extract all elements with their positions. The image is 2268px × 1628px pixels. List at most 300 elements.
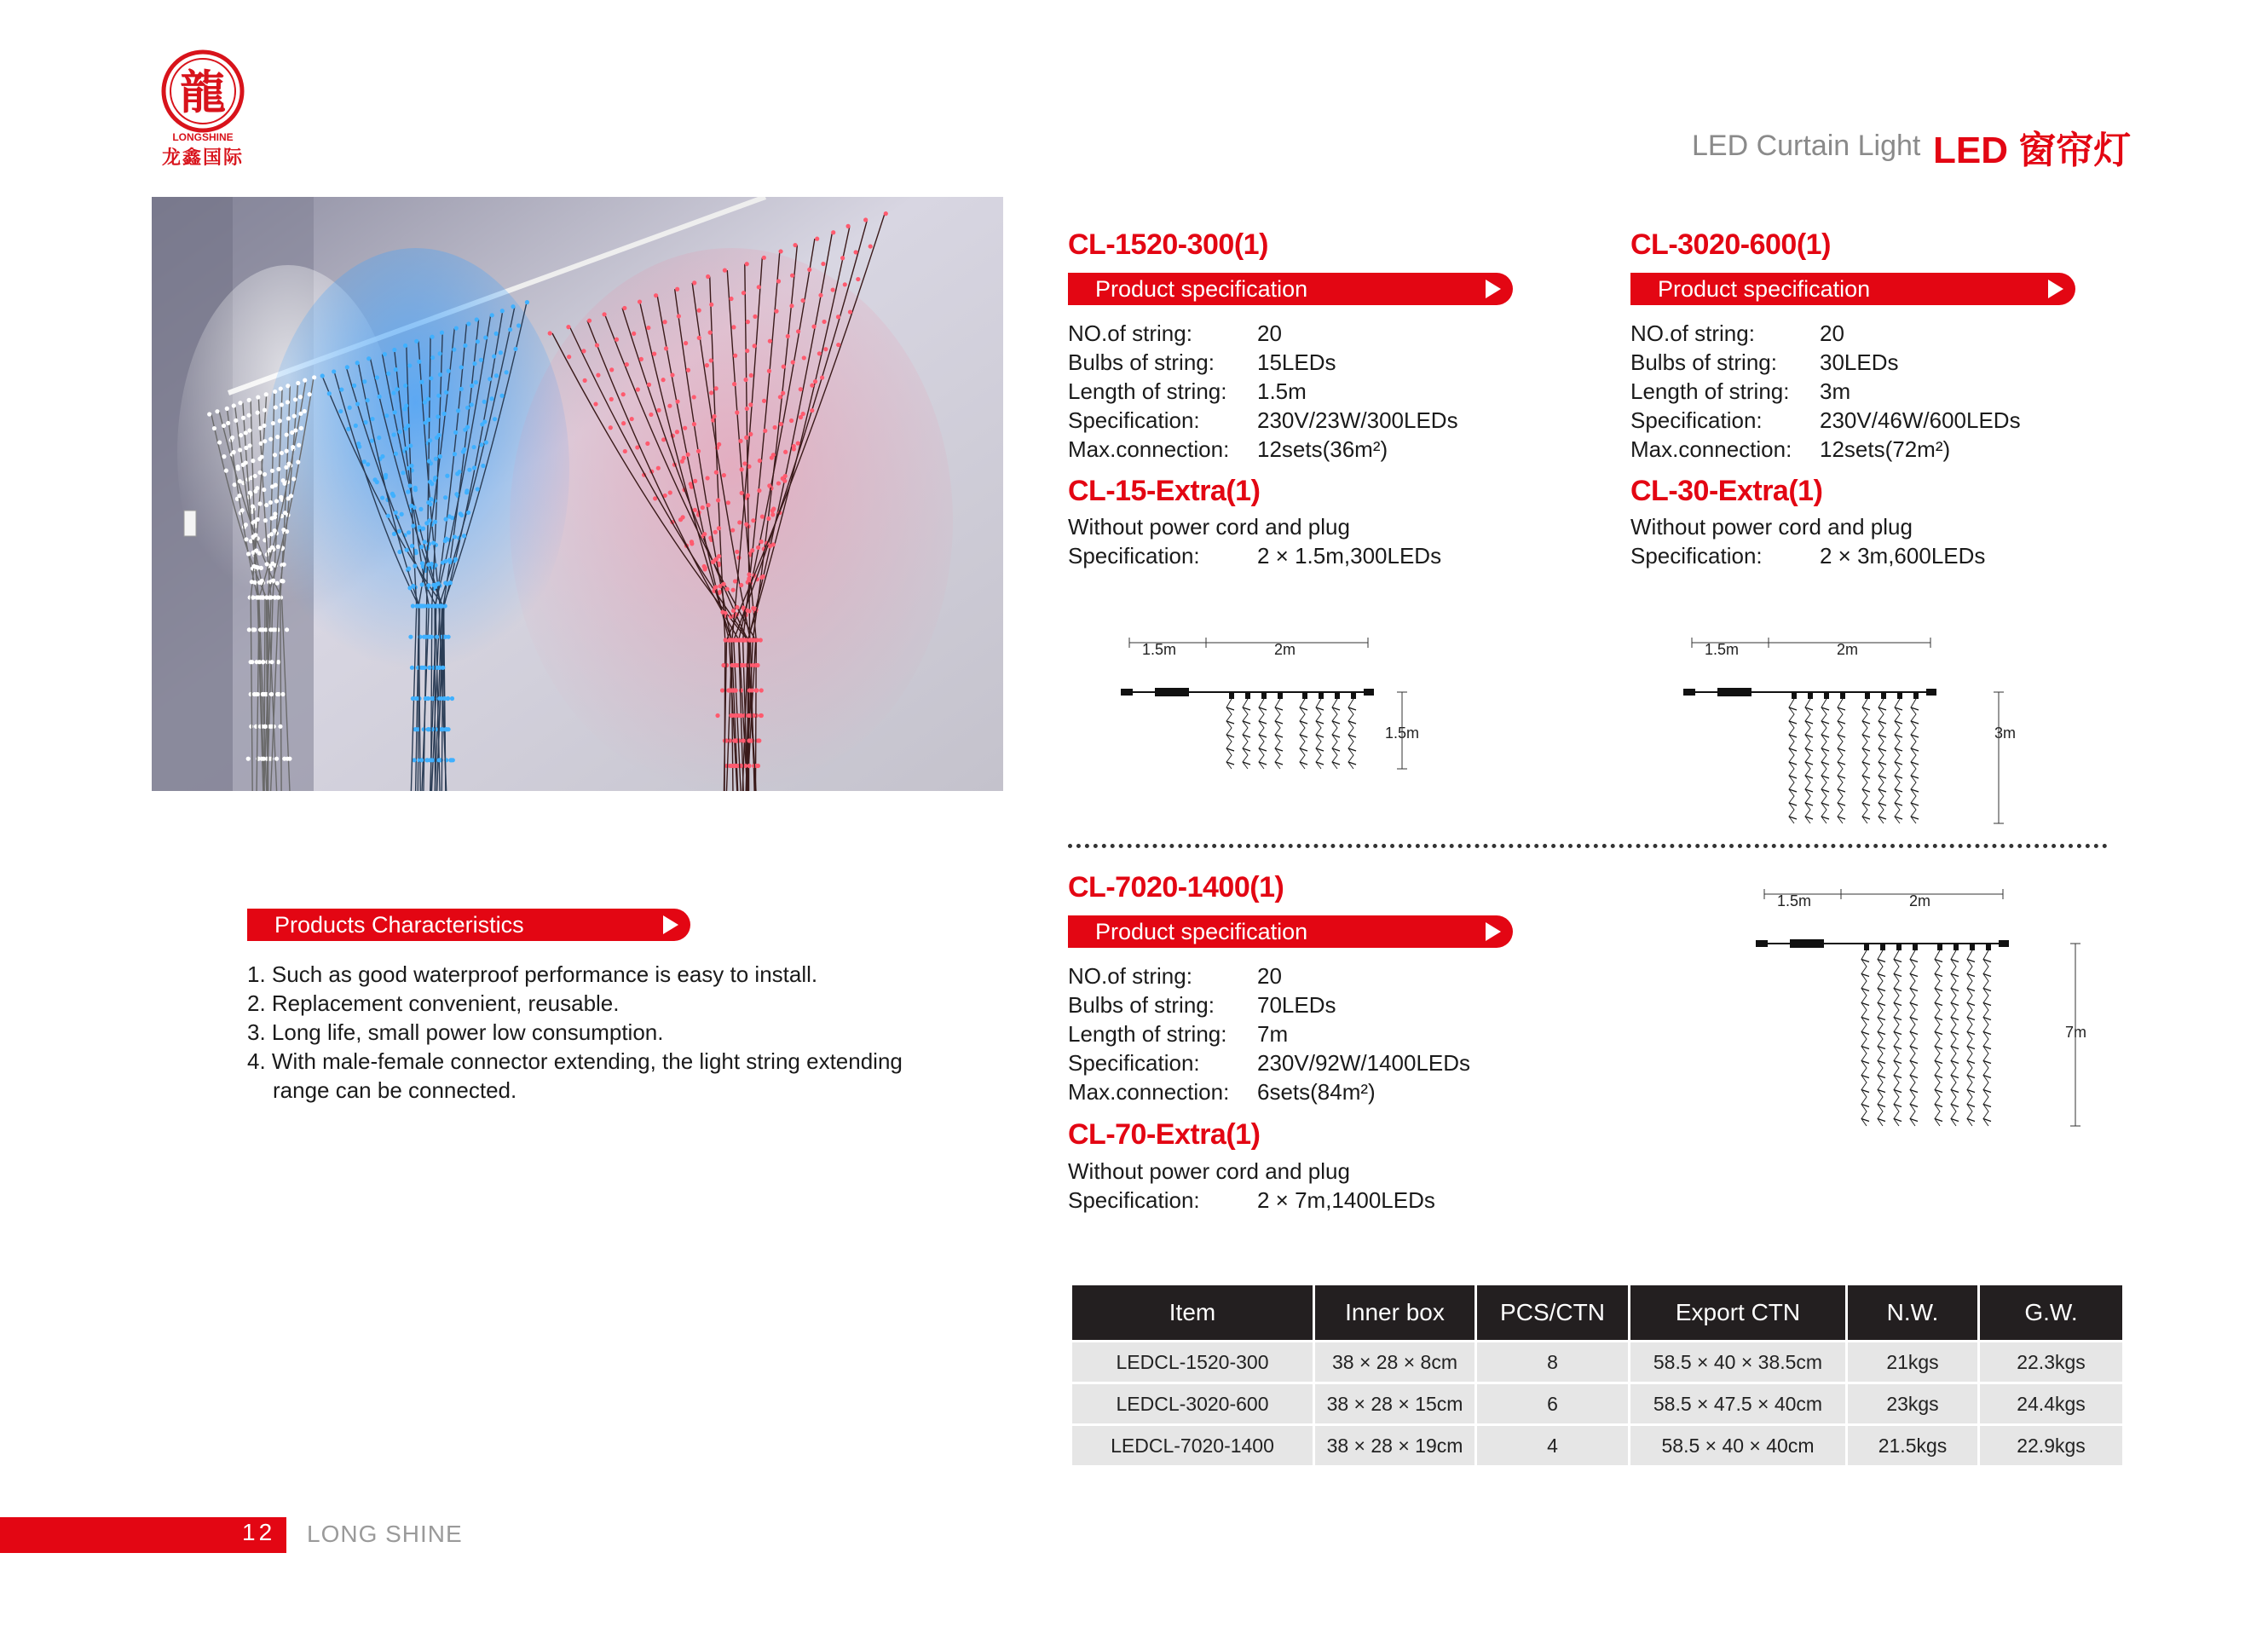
led-dot [430, 562, 434, 566]
led-dot [441, 727, 445, 731]
list-item: 2. Replacement convenient, reusable. [247, 990, 620, 1016]
diagram-lead-label: 1.5m [1777, 892, 1812, 909]
led-dot [392, 348, 396, 352]
connector-icon [1999, 940, 2009, 947]
led-dot [413, 727, 418, 731]
led-dot [472, 361, 476, 366]
led-dot [667, 404, 672, 408]
led-dot [836, 343, 840, 347]
led-dot [391, 432, 395, 436]
led-dot [273, 528, 277, 533]
led-dot [465, 424, 470, 429]
led-dot [609, 425, 613, 430]
led-dot [638, 299, 642, 303]
led-dot [447, 635, 451, 639]
extra-spec-row [1630, 541, 1985, 570]
led-dot [291, 445, 295, 449]
led-dot [746, 320, 750, 324]
led-dot [275, 435, 280, 439]
spec-row [1068, 319, 1458, 348]
led-dot [411, 603, 415, 608]
led-dot [581, 349, 586, 353]
characteristics-bar [247, 909, 690, 941]
led-dot [713, 585, 718, 589]
bulb-cap [1913, 944, 1918, 950]
led-dot [453, 557, 458, 562]
led-dot [459, 511, 463, 516]
led-dot [212, 426, 216, 430]
logo-glyph: 龍 [180, 66, 226, 119]
plug-icon [1121, 689, 1133, 696]
bulb-cap [1302, 692, 1307, 699]
bulb-cap [1897, 692, 1902, 699]
led-dot [751, 518, 755, 522]
led-dot [759, 688, 764, 692]
led-dot [854, 250, 858, 254]
controller-icon [1717, 688, 1751, 696]
led-dot [268, 595, 273, 599]
led-dot [254, 548, 258, 552]
led-dot [232, 403, 236, 407]
led-dot [380, 454, 384, 459]
led-dot [274, 757, 279, 761]
spec-value: 20 [1257, 963, 1282, 989]
led-dot [697, 336, 701, 340]
table-row [1072, 1426, 2122, 1465]
led-dot [494, 373, 499, 378]
led-dot [476, 339, 480, 343]
spec-value: 12sets(72m²) [1820, 436, 1951, 462]
spec-key: Specification: [1630, 407, 1763, 433]
table-cell: 38 × 28 × 8cm [1315, 1342, 1474, 1382]
led-dot [724, 638, 728, 642]
led-dot [475, 317, 479, 321]
diagram-height-label: 3m [1994, 725, 2016, 742]
spec-key: Specification: [1068, 407, 1200, 433]
led-dot [298, 395, 303, 399]
led-dot [488, 377, 492, 381]
led-dot [270, 469, 274, 473]
led-dot [720, 688, 724, 692]
led-dot [745, 262, 749, 266]
led-dot [430, 635, 434, 639]
spec-value: 230V/23W/300LEDs [1257, 407, 1458, 433]
led-dot [443, 559, 447, 563]
led-dot [430, 355, 435, 360]
led-dot [251, 505, 255, 509]
led-dot [438, 454, 442, 459]
led-dot [750, 548, 754, 552]
spec-row [1630, 319, 2021, 348]
plug-icon [1683, 689, 1695, 696]
led-dot [263, 439, 267, 443]
led-dot [732, 738, 736, 742]
led-dot [244, 522, 248, 527]
led-dot [261, 660, 265, 664]
table-cell: 24.4kgs [1980, 1384, 2122, 1423]
led-dot [453, 452, 457, 456]
led-dot [465, 406, 470, 410]
led-dot [411, 696, 415, 701]
led-dot [772, 425, 776, 430]
led-dot [690, 540, 694, 544]
model-title: CL-3020-600(1) [1630, 228, 1831, 261]
led-dot [422, 603, 426, 608]
led-dot [731, 325, 736, 329]
light-string [1910, 950, 1915, 1126]
led-dot [422, 635, 426, 639]
led-dot [261, 595, 265, 599]
led-dot [215, 409, 219, 413]
led-dot [256, 411, 260, 415]
led-dot [236, 465, 240, 469]
led-dot [303, 378, 307, 383]
led-dot [427, 518, 431, 522]
diagram-lead-label: 1.5m [1705, 641, 1740, 658]
led-dot [249, 692, 253, 696]
led-dot [766, 517, 770, 521]
led-dot [274, 499, 279, 503]
led-dot [260, 579, 264, 583]
led-dot [493, 417, 497, 421]
led-dot [754, 688, 759, 692]
led-dot [443, 495, 447, 499]
led-dot [759, 638, 763, 642]
spec-value: 30LEDs [1820, 349, 1899, 375]
led-dot [625, 362, 629, 367]
led-dot [492, 354, 496, 358]
spec-row [1068, 1019, 1470, 1048]
led-dot [250, 580, 254, 584]
led-dot [717, 554, 721, 558]
led-dot [760, 515, 765, 519]
led-dot [677, 314, 681, 318]
led-dot [454, 326, 459, 330]
led-dot [263, 692, 267, 696]
spec-key: Specification: [1068, 1050, 1200, 1076]
table-header: Item [1072, 1285, 1313, 1340]
bulb-cap [1808, 692, 1813, 699]
led-dot [275, 692, 280, 696]
led-dot [717, 442, 721, 447]
led-dot [744, 436, 748, 440]
spec-key: Max.connection: [1630, 436, 1792, 462]
led-dot [692, 422, 696, 426]
led-dot [793, 243, 797, 247]
led-dot [251, 564, 256, 569]
led-dot [709, 303, 713, 307]
led-dot [778, 395, 782, 399]
led-dot [409, 504, 413, 508]
led-dot [482, 419, 487, 424]
led-dot [240, 508, 245, 512]
led-dot [447, 514, 452, 518]
led-dot [692, 280, 696, 285]
led-dot [262, 757, 266, 761]
led-dot [815, 237, 819, 241]
led-dot [789, 419, 794, 423]
led-dot [232, 450, 236, 454]
spec-row [1630, 435, 2021, 464]
led-dot [705, 476, 709, 480]
led-dot [747, 572, 751, 576]
led-dot [403, 384, 407, 388]
led-dot [442, 412, 447, 416]
led-dot [217, 440, 222, 444]
led-dot [456, 408, 460, 413]
led-dot [409, 464, 413, 468]
led-dot [370, 417, 374, 421]
led-dot [278, 419, 282, 423]
led-dot [731, 588, 736, 592]
led-dot [281, 478, 286, 482]
led-dot [345, 365, 349, 369]
led-dot [639, 357, 643, 361]
led-dot [759, 540, 764, 544]
led-dot [312, 375, 316, 379]
led-dot [412, 758, 416, 762]
led-dot [445, 474, 449, 478]
led-dot [820, 375, 824, 379]
led-dot [802, 355, 806, 360]
led-dot [668, 490, 672, 494]
led-dot [452, 348, 456, 352]
led-dot [762, 399, 766, 403]
led-dot [716, 498, 720, 502]
light-string [1951, 950, 1956, 1126]
led-dot [265, 595, 269, 599]
extra-model-title: CL-15-Extra(1) [1068, 475, 1261, 507]
table-header-row [1072, 1285, 2122, 1340]
led-dot [247, 627, 251, 632]
led-dot [251, 627, 256, 632]
led-dot [296, 381, 300, 385]
led-dot [397, 529, 401, 534]
led-dot [733, 354, 737, 358]
led-dot [250, 660, 254, 664]
led-dot [470, 384, 474, 388]
controller-icon [1790, 939, 1824, 948]
led-dot [465, 488, 469, 493]
led-dot [439, 696, 443, 701]
led-dot [758, 459, 762, 463]
led-dot [339, 387, 343, 391]
led-dot [377, 436, 381, 440]
led-dot [274, 405, 278, 409]
led-dot [244, 537, 248, 541]
led-dot [271, 627, 275, 632]
led-dot [269, 660, 274, 664]
led-dot [593, 401, 597, 406]
bulb-cap [1319, 692, 1324, 699]
led-dot [286, 757, 290, 761]
led-dot [394, 367, 398, 372]
bulb-cap [1865, 692, 1870, 699]
led-dot [723, 268, 727, 273]
led-dot [470, 402, 474, 407]
light-string [1983, 950, 1988, 1126]
led-dot [400, 512, 404, 517]
led-dot [274, 483, 278, 488]
led-dot [238, 479, 242, 483]
curtain-diagram [1671, 631, 2029, 827]
table-cell: 58.5 × 47.5 × 40cm [1630, 1384, 1845, 1423]
led-dot [479, 442, 483, 447]
spec-value: 70LEDs [1257, 992, 1336, 1018]
led-dot [441, 666, 445, 670]
spec-key: NO.of string: [1630, 320, 1755, 346]
bulb-cap [1278, 692, 1283, 699]
led-dot [810, 384, 814, 388]
led-dot [299, 426, 303, 430]
led-dot [745, 407, 749, 411]
led-dot [459, 365, 464, 369]
led-dot [693, 479, 697, 483]
led-dot [380, 495, 384, 499]
led-dot [779, 422, 783, 426]
led-dot [751, 663, 755, 667]
led-dot [292, 414, 297, 419]
led-dot [298, 412, 303, 416]
led-dot [378, 395, 382, 399]
led-dot [845, 224, 850, 228]
led-dot [454, 492, 459, 496]
led-dot [725, 586, 730, 591]
light-string [1935, 950, 1940, 1126]
bulb-cap [1335, 692, 1340, 699]
led-dot [401, 471, 405, 475]
led-dot [390, 492, 395, 496]
led-dot [735, 605, 739, 609]
led-dot [253, 533, 257, 537]
led-dot [428, 438, 432, 442]
led-dot [410, 544, 414, 548]
led-dot [256, 517, 260, 522]
led-dot [548, 331, 552, 335]
diagram-lead-label: 1.5m [1142, 641, 1177, 658]
led-dot [392, 532, 396, 536]
led-dot [436, 414, 440, 419]
led-dot [270, 562, 274, 566]
play-arrow-icon [1486, 280, 1501, 298]
led-dot [443, 580, 447, 585]
led-dot [436, 581, 441, 586]
light-string [1878, 950, 1883, 1126]
diagram-height-label: 1.5m [1384, 725, 1419, 742]
led-dot [632, 332, 636, 336]
led-dot [273, 453, 277, 457]
led-dot [706, 503, 710, 507]
led-dot [410, 666, 414, 670]
led-dot [244, 460, 248, 465]
led-dot [269, 757, 274, 761]
led-dot [457, 470, 461, 474]
led-dot [447, 369, 451, 373]
spec-value: 7m [1257, 1021, 1289, 1047]
spec-value: 3m [1820, 378, 1851, 404]
bulb-cap [1840, 692, 1845, 699]
led-dot [414, 339, 418, 343]
led-dot [372, 477, 377, 482]
led-dot [338, 409, 343, 413]
table-cell: LEDCL-1520-300 [1072, 1342, 1313, 1382]
led-dot [207, 412, 211, 416]
led-dot [747, 764, 752, 768]
led-dot [286, 416, 291, 420]
table-cell: LEDCL-3020-600 [1072, 1384, 1313, 1423]
led-dot [269, 692, 274, 696]
led-dot [733, 579, 737, 583]
diagram-drawing [1756, 889, 2080, 1126]
table-cell: 23kgs [1848, 1384, 1977, 1423]
led-dot [675, 430, 679, 434]
spec-row [1068, 435, 1458, 464]
led-dot [286, 384, 290, 388]
led-dot [714, 471, 718, 475]
led-dot [393, 410, 397, 414]
led-dot [273, 511, 277, 516]
curtain-diagram [1108, 631, 1432, 784]
led-dot [417, 525, 421, 529]
led-dot [734, 688, 738, 692]
led-dot [463, 343, 467, 348]
table-cell: 6 [1477, 1384, 1628, 1423]
characteristics-list [247, 960, 903, 1105]
led-dot [417, 360, 421, 364]
spec-row [1068, 348, 1458, 377]
led-dot [767, 369, 771, 373]
led-dot [749, 373, 753, 378]
led-dot [275, 581, 280, 586]
bulb-cap [1953, 944, 1959, 950]
led-dot [508, 327, 512, 332]
led-dot [354, 424, 358, 428]
bulb-cap [1824, 692, 1829, 699]
led-dot [742, 461, 747, 465]
led-dot [348, 406, 352, 410]
led-dot [434, 727, 438, 731]
led-dot [474, 380, 478, 384]
spec-list [1068, 319, 1458, 464]
led-dot [413, 486, 418, 490]
led-dot [386, 372, 390, 376]
led-dot [366, 398, 370, 402]
plug-icon [1756, 940, 1768, 947]
led-dot [636, 387, 640, 391]
led-dot [241, 416, 245, 420]
bulb-cap [1792, 692, 1797, 699]
led-dot [735, 764, 739, 768]
bulb-cap [1970, 944, 1975, 950]
led-dot [735, 550, 739, 554]
led-dot [375, 375, 379, 379]
led-dot [656, 466, 661, 471]
led-dot [774, 309, 778, 314]
list-item: 4. With male-female connector extending, the light string extending [247, 1048, 903, 1074]
characteristics-bar-label: Products Characteristics [274, 912, 524, 938]
led-dot [729, 297, 733, 301]
led-dot [757, 285, 761, 289]
led-dot [746, 494, 750, 498]
spec-key: Length of string: [1068, 378, 1227, 404]
led-dot [291, 476, 296, 481]
led-dot [782, 365, 786, 369]
led-dot [406, 489, 410, 494]
led-dot [453, 534, 457, 539]
table-cell: 8 [1477, 1342, 1628, 1382]
led-dot [767, 483, 771, 488]
led-dot [715, 713, 719, 718]
